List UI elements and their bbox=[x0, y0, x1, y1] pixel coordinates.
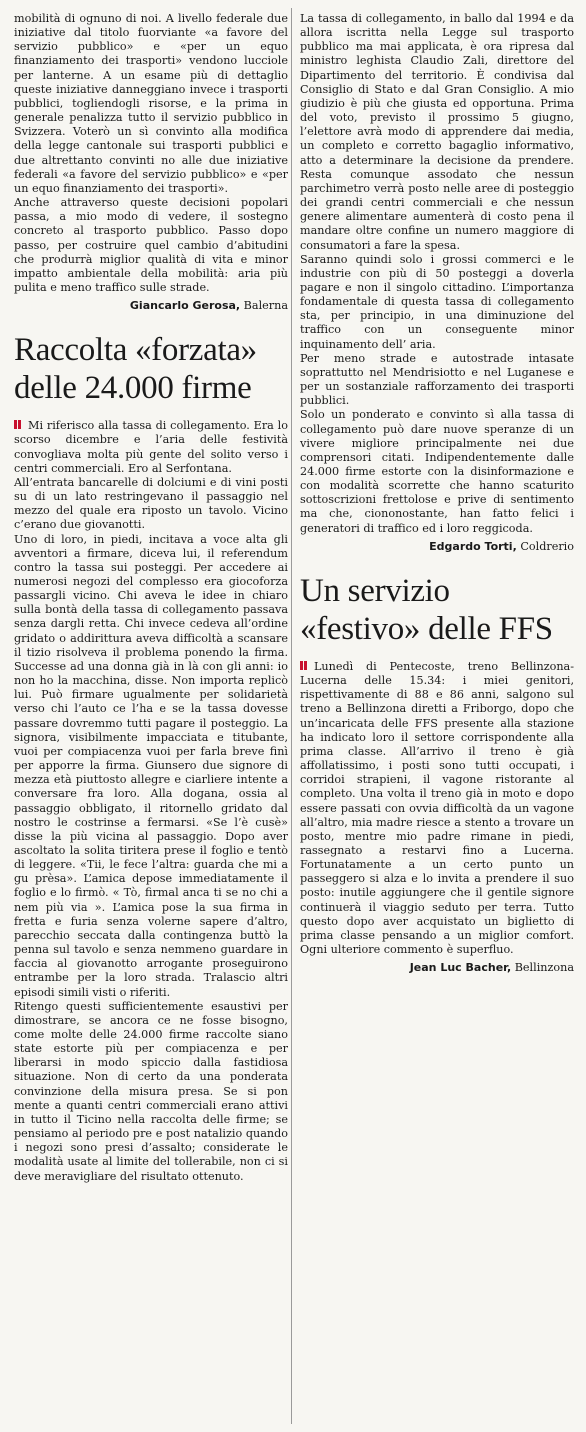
letter-lead-text: Mi riferisco alla tassa di collegamento. Era lo scorso dicembre e l’aria delle festività convogliava molta più gente del solito verso i centri commerciali. Ero al Serfontana. bbox=[14, 419, 288, 475]
letter-torti bbox=[14, 331, 288, 1183]
section-marker-icon bbox=[14, 419, 25, 428]
letter-paragraph: La tassa di collegamento, in ballo dal 1994 e da allora iscritta nella Legge sul trasporto pubblico ma mai applicata, è ora ripresa dal ministro leghista Claudio Zali, direttore del Dipartimento del territorio. È condivisa dal Consiglio di Stato e dal Gran Consiglio. A mio giudizio è più che giusta ed opportuna. Prima del voto, previsto il prossimo 5 giugno, l’elettore avrà modo di apprendere dai media, un completo e corretto bagaglio informativo, atto a determinare la decisione da prendere. Resta comunque assodato che nessun parchimetro verrà posto nelle aree di posteggio dei grandi centri commerciali e che nessun genere alimentare aumenterà di costo pena il mandare oltre confine un numero maggiore di consumatori a fare la spesa. bbox=[300, 12, 574, 252]
letter-gerosa bbox=[14, 12, 288, 313]
column-divider bbox=[291, 8, 292, 1424]
letter-paragraph: Per meno strade e autostrade intasate soprattutto nel Mendrisiotto e nel Luganese e per un sostanziale rafforzamento dei trasporti pubblici. bbox=[300, 351, 574, 408]
author-place: Balerna bbox=[243, 299, 288, 313]
letter-paragraph: Anche attraverso queste decisioni popolari passa, a mio modo di vedere, il sostegno concreto al trasporto pubblico. Passo dopo passo, per costruire quel cambio d’abitudini che produrrà miglior qualità di vita e minor impatto ambientale della mobilità: aria più pulita e meno traffico sulle strade. bbox=[14, 196, 288, 294]
letter-paragraph bbox=[14, 419, 288, 476]
letter-bacher bbox=[300, 572, 574, 975]
letter-paragraph: All’entrata bancarelle di dolciumi e di vini posti su di un lato restringevano il passaggio nel mezzo del quale era riposto un tavolo. Vicino c’erano due giovanotti. bbox=[14, 475, 288, 532]
author-place: Coldrerio bbox=[520, 539, 574, 553]
author-name: Jean Luc Bacher, bbox=[409, 961, 512, 975]
author-name: Giancarlo Gerosa, bbox=[129, 299, 241, 313]
section-marker-icon bbox=[300, 660, 311, 669]
letter-paragraph: Uno di loro, in piedi, incitava a voce alta gli avventori a firmare, diceva lui, il referendum contro la tassa sui posteggi. Per accedere ai numerosi negozi del complesso era giocoforza passargli vicino. Chi aveva le idee in chiaro sulla bontà della tassa di collegamento passava senza dargli retta. Chi invece cedeva all’ordine gridato o addirittura aveva difficoltà a scansare il tizio risolveva il problema ponendo la firma. Successe ad una donna già in là con gli anni: io non ho la macchina, disse. Non importa replicò lui. Può firmare ugualmente per solidarietà verso chi l’auto ce l’ha e se la tassa dovesse passare dovremmo tutti pagare il posteggio. La signora, visibilmente impacciata e titubante, vuoi per compiacenza vuoi per farla breve finì per apporre la firma. Giunsero due signore di mezza età piuttosto allegre e ciarliere intente a conversare fra loro. Alla dogana, ossia al passaggio obbligato, il ritornello gridato dal nostro le costrinse a fermarsi. «Se l’è cusè» disse la più vicina al passaggio. Dopo aver ascoltato la solita tiritera prese il foglio e tentò di leggere. «Tii, le fece l’altra: guarda che mi a gu prèsa». L’amica depose immediatamente il foglio e lo firmò. « Tò, firmal anca ti se no chi a nem più via ». L’amica pose la sua firma in fretta e furia senza volerne sapere d’altro, parecchio seccata dalla contingenza buttò la penna sul tavolo e senza nemmeno guardare in faccia al giovanotto arrogante proseguirono entrambe per la loro strada. Tralascio altri episodi simili visti o riferiti. bbox=[14, 532, 288, 999]
signature bbox=[300, 540, 574, 554]
letter-headline: Raccolta «forzata» delle 24.000 firme bbox=[14, 332, 257, 407]
author-place: Bellinzona bbox=[514, 961, 574, 975]
left-column bbox=[14, 12, 288, 1184]
letter-paragraph: mobilità di ognuno di noi. A livello federale due iniziative dal titolo fuorviante «a favore del servizio pubblico» e «per un equo finanziamento dei trasporti» vendono lucciole per lanterne. A un esame più di dettaglio queste iniziative danneggiano invece i trasporti pubblici, togliendogli risorse, e la prima in generale penalizza tutto il servizio pubblico in Svizzera. Voterò un sì convinto alla modifica della legge cantonale sui trasporti pubblici e due altrettanto convinti no alle due iniziative federali «a favore del servizio pubblico» e «per un equo finanziamento dei trasporti». bbox=[14, 12, 288, 195]
signature bbox=[300, 961, 574, 975]
letter-lead-text: Lunedì di Pentecoste, treno Bellinzona-Lucerna delle 15.34: i miei genitori, rispettivamente di 88 e 86 anni, salgono sul treno a Bellinzona diretti a Friborgo, dopo che un’incaricata delle FFS presente alla stazione ha indicato loro il settore corrispondente alla prima classe. All’arrivo il treno è già affollatissimo, i posti sono tutti occupati, i corridoi strapieni, il vagone ristorante al completo. Una volta il treno già in moto e dopo essere passati con ovvia difficoltà da un vagone all’altro, mia madre riesce a stento a trovare un posto, mentre mio padre rimane in piedi, rassegnato a restarvi fino a Lucerna. Fortunatamente a un certo punto un passeggero si alza e lo invita a prendere il suo posto: inutile aggiungere che il gentile signore continuerà il viaggio seduto per terra. Tutto questo dopo aver acquistato un biglietto di prima classe pensando a un miglior comfort. Ogni ulteriore commento è superfluo. bbox=[300, 659, 574, 957]
letter-torti-continued bbox=[300, 12, 574, 554]
right-column bbox=[300, 12, 574, 975]
letter-paragraph bbox=[300, 660, 574, 957]
author-name: Edgardo Torti, bbox=[429, 539, 517, 553]
signature bbox=[14, 299, 288, 313]
letter-paragraph: Ritengo questi sufficientemente esaustivi per dimostrare, se ancora ce ne fosse bisogno, come molte delle 24.000 firme raccolte siano state estorte più per compiacenza e per liberarsi in modo spiccio dalla fastidiosa situazione. Non di certo da una ponderata convinzione della misura presa. Se si pon mente a quanti centri commerciali erano attivi in tutto il Ticino nella raccolta delle firme; se pensiamo al periodo pre e post natalizio quando i negozi sono presi d’assalto; considerate le modalità usate al limite del tollerabile, non ci si deve meravigliare del risultato ottenuto. bbox=[14, 999, 288, 1183]
letter-headline: Un servizio «festivo» delle FFS bbox=[300, 572, 553, 647]
letter-paragraph: Solo un ponderato e convinto sì alla tassa di collegamento può dare nuove speranze di un vivere migliore principalmente nei due comprensori citati. Indipendentemente dalle 24.000 firme estorte con la disinformazione e con modalità scorrette che hanno scaturito sottoscrizioni frettolose e prive di sentimento ma che, ciononostante, han fatto felici i generatori di traffico ed i loro reggicoda. bbox=[300, 408, 574, 535]
letter-paragraph: Saranno quindi solo i grossi commerci e le industrie con più di 50 posteggi a doverla pagare e non il singolo cittadino. L’importanza fondamentale di questa tassa di collegamento sta, per principio, in una diminuzione del traffico con un conseguente minor inquinamento dell’ aria. bbox=[300, 252, 574, 351]
